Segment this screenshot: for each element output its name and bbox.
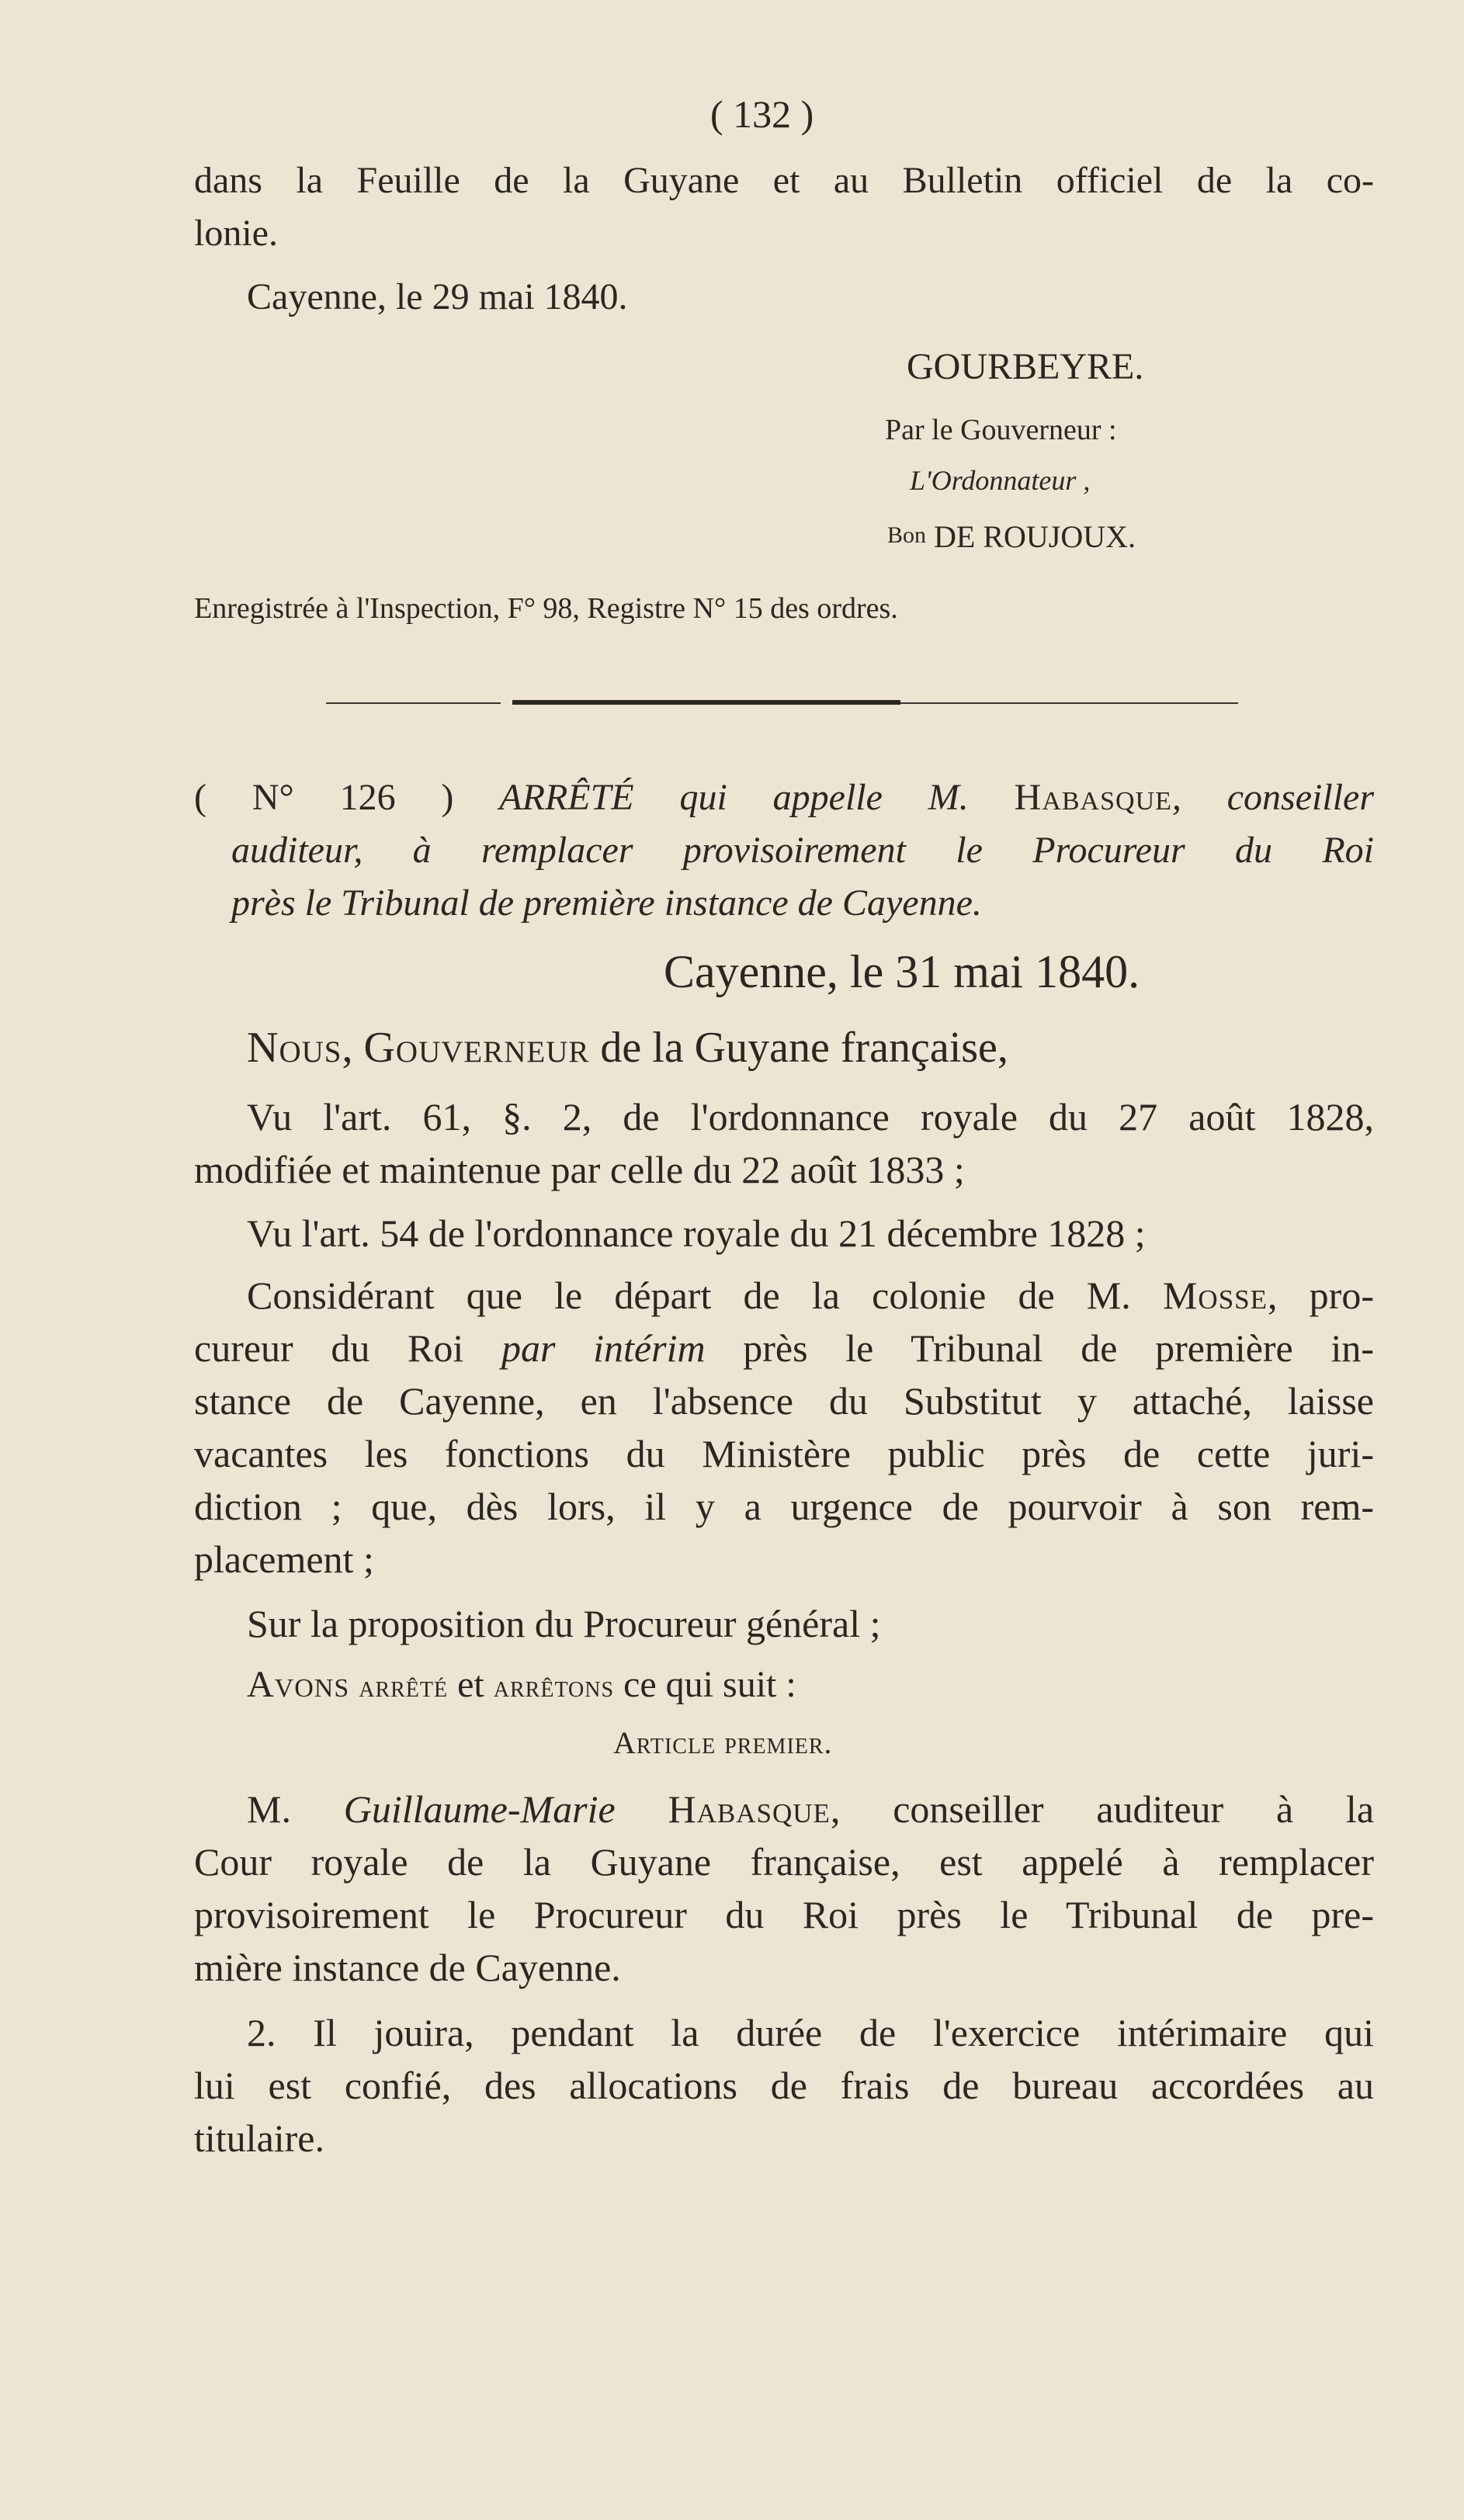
text-line: titulaire.	[194, 2116, 324, 2160]
preamble-nous: Nous	[247, 1024, 342, 1072]
text-run: près le Tribunal de première in-	[743, 1326, 1374, 1370]
preamble	[247, 1023, 1008, 1073]
signature-name: GOURBEYRE.	[907, 346, 1144, 387]
text-line: placement ;	[194, 1537, 374, 1581]
act-title: ARRÊTÉ qui appelle M.	[499, 777, 969, 818]
resolution-arrete: arrêté	[359, 1669, 449, 1704]
person-name: Habasque	[668, 1787, 831, 1831]
act-title: , conseiller	[1171, 777, 1375, 818]
text-line: dans la Feuille de la Guyane et au Bulletin officiel de la co-	[194, 160, 1374, 201]
text-line: provisoirement le Procureur du Roi près le Tribunal de pre-	[194, 1893, 1374, 1936]
text-line: lonie.	[194, 213, 278, 254]
registration-note: Enregistrée à l'Inspection, F° 98, Registre N° 15 des ordres.	[194, 592, 898, 625]
text-line: Sur la proposition du Procureur général ;	[247, 1602, 881, 1645]
act-number: ( N° 126 )	[194, 777, 454, 818]
text-line: Cour royale de la Guyane française, est appelé à remplacer	[194, 1840, 1374, 1884]
person-name: Mosse	[1162, 1274, 1268, 1317]
act-title-line	[194, 776, 1374, 819]
article-heading: Article premier.	[613, 1725, 833, 1760]
text-line: Vu l'art. 61, §. 2, de l'ordonnance royale du 27 août 1828,	[247, 1095, 1374, 1139]
resolution-et: et	[457, 1664, 484, 1705]
text-line	[247, 1273, 1374, 1318]
signature-role: L'Ordonnateur ,	[910, 465, 1091, 496]
text-line	[194, 1326, 1374, 1371]
dateline: Cayenne, le 29 mai 1840.	[247, 276, 628, 317]
resolution-arretons: arrêtons	[493, 1669, 615, 1704]
resolution-avons: Avons	[247, 1664, 350, 1705]
act-title-line: près le Tribunal de première instance de Cayenne.	[231, 882, 982, 924]
act-title-line: auditeur, à remplacer provisoirement le Procureur du Roi	[231, 830, 1374, 871]
text-run: M.	[247, 1787, 291, 1831]
preamble-sep: ,	[342, 1024, 364, 1072]
text-line: diction ; que, dès lors, il y a urgence de pourvoir à son rem-	[194, 1485, 1374, 1528]
separator-center	[512, 700, 900, 705]
separator-left	[326, 702, 501, 704]
baron-abbr: Bon	[887, 522, 927, 548]
text-run: cureur du Roi	[194, 1326, 464, 1370]
text-line	[247, 1787, 1374, 1832]
text-line: vacantes les fonctions du Ministère public près de cette juri-	[194, 1432, 1374, 1475]
signature-par: Par le Gouverneur :	[885, 414, 1117, 446]
baron-name: DE ROUJOUX.	[934, 519, 1136, 554]
resolution-line	[247, 1663, 796, 1706]
text-run: Considérant que le départ de la colonie de M.	[247, 1274, 1131, 1317]
page-number: ( 132 )	[710, 92, 814, 136]
text-line: Vu l'art. 54 de l'ordonnance royale du 21 décembre 1828 ;	[247, 1211, 1146, 1255]
act-dateline: Cayenne, le 31 mai 1840.	[664, 946, 1140, 997]
given-names: Guillaume-Marie	[343, 1787, 616, 1831]
separator-right	[900, 702, 1238, 704]
signature-baron	[887, 518, 1136, 555]
preamble-gouverneur: Gouverneur	[363, 1024, 590, 1072]
act-person: Habasque	[1014, 777, 1172, 818]
text-line: 2. Il jouira, pendant la durée de l'exercice intérimaire qui	[247, 2011, 1374, 2054]
text-line: lui est confié, des allocations de frais de bureau accordées au	[194, 2064, 1374, 2107]
text-run: , pro-	[1268, 1274, 1374, 1317]
preamble-rest: de la Guyane française,	[589, 1024, 1008, 1072]
text-line: mière instance de Cayenne.	[194, 1946, 621, 1989]
text-line: modifiée et maintenue par celle du 22 août 1833 ;	[194, 1148, 965, 1191]
text-line: stance de Cayenne, en l'absence du Substitut y attaché, laisse	[194, 1379, 1374, 1423]
text-run-italic: par intérim	[501, 1326, 706, 1370]
resolution-rest: ce qui suit :	[623, 1664, 796, 1705]
text-run: , conseiller auditeur à la	[830, 1787, 1375, 1831]
